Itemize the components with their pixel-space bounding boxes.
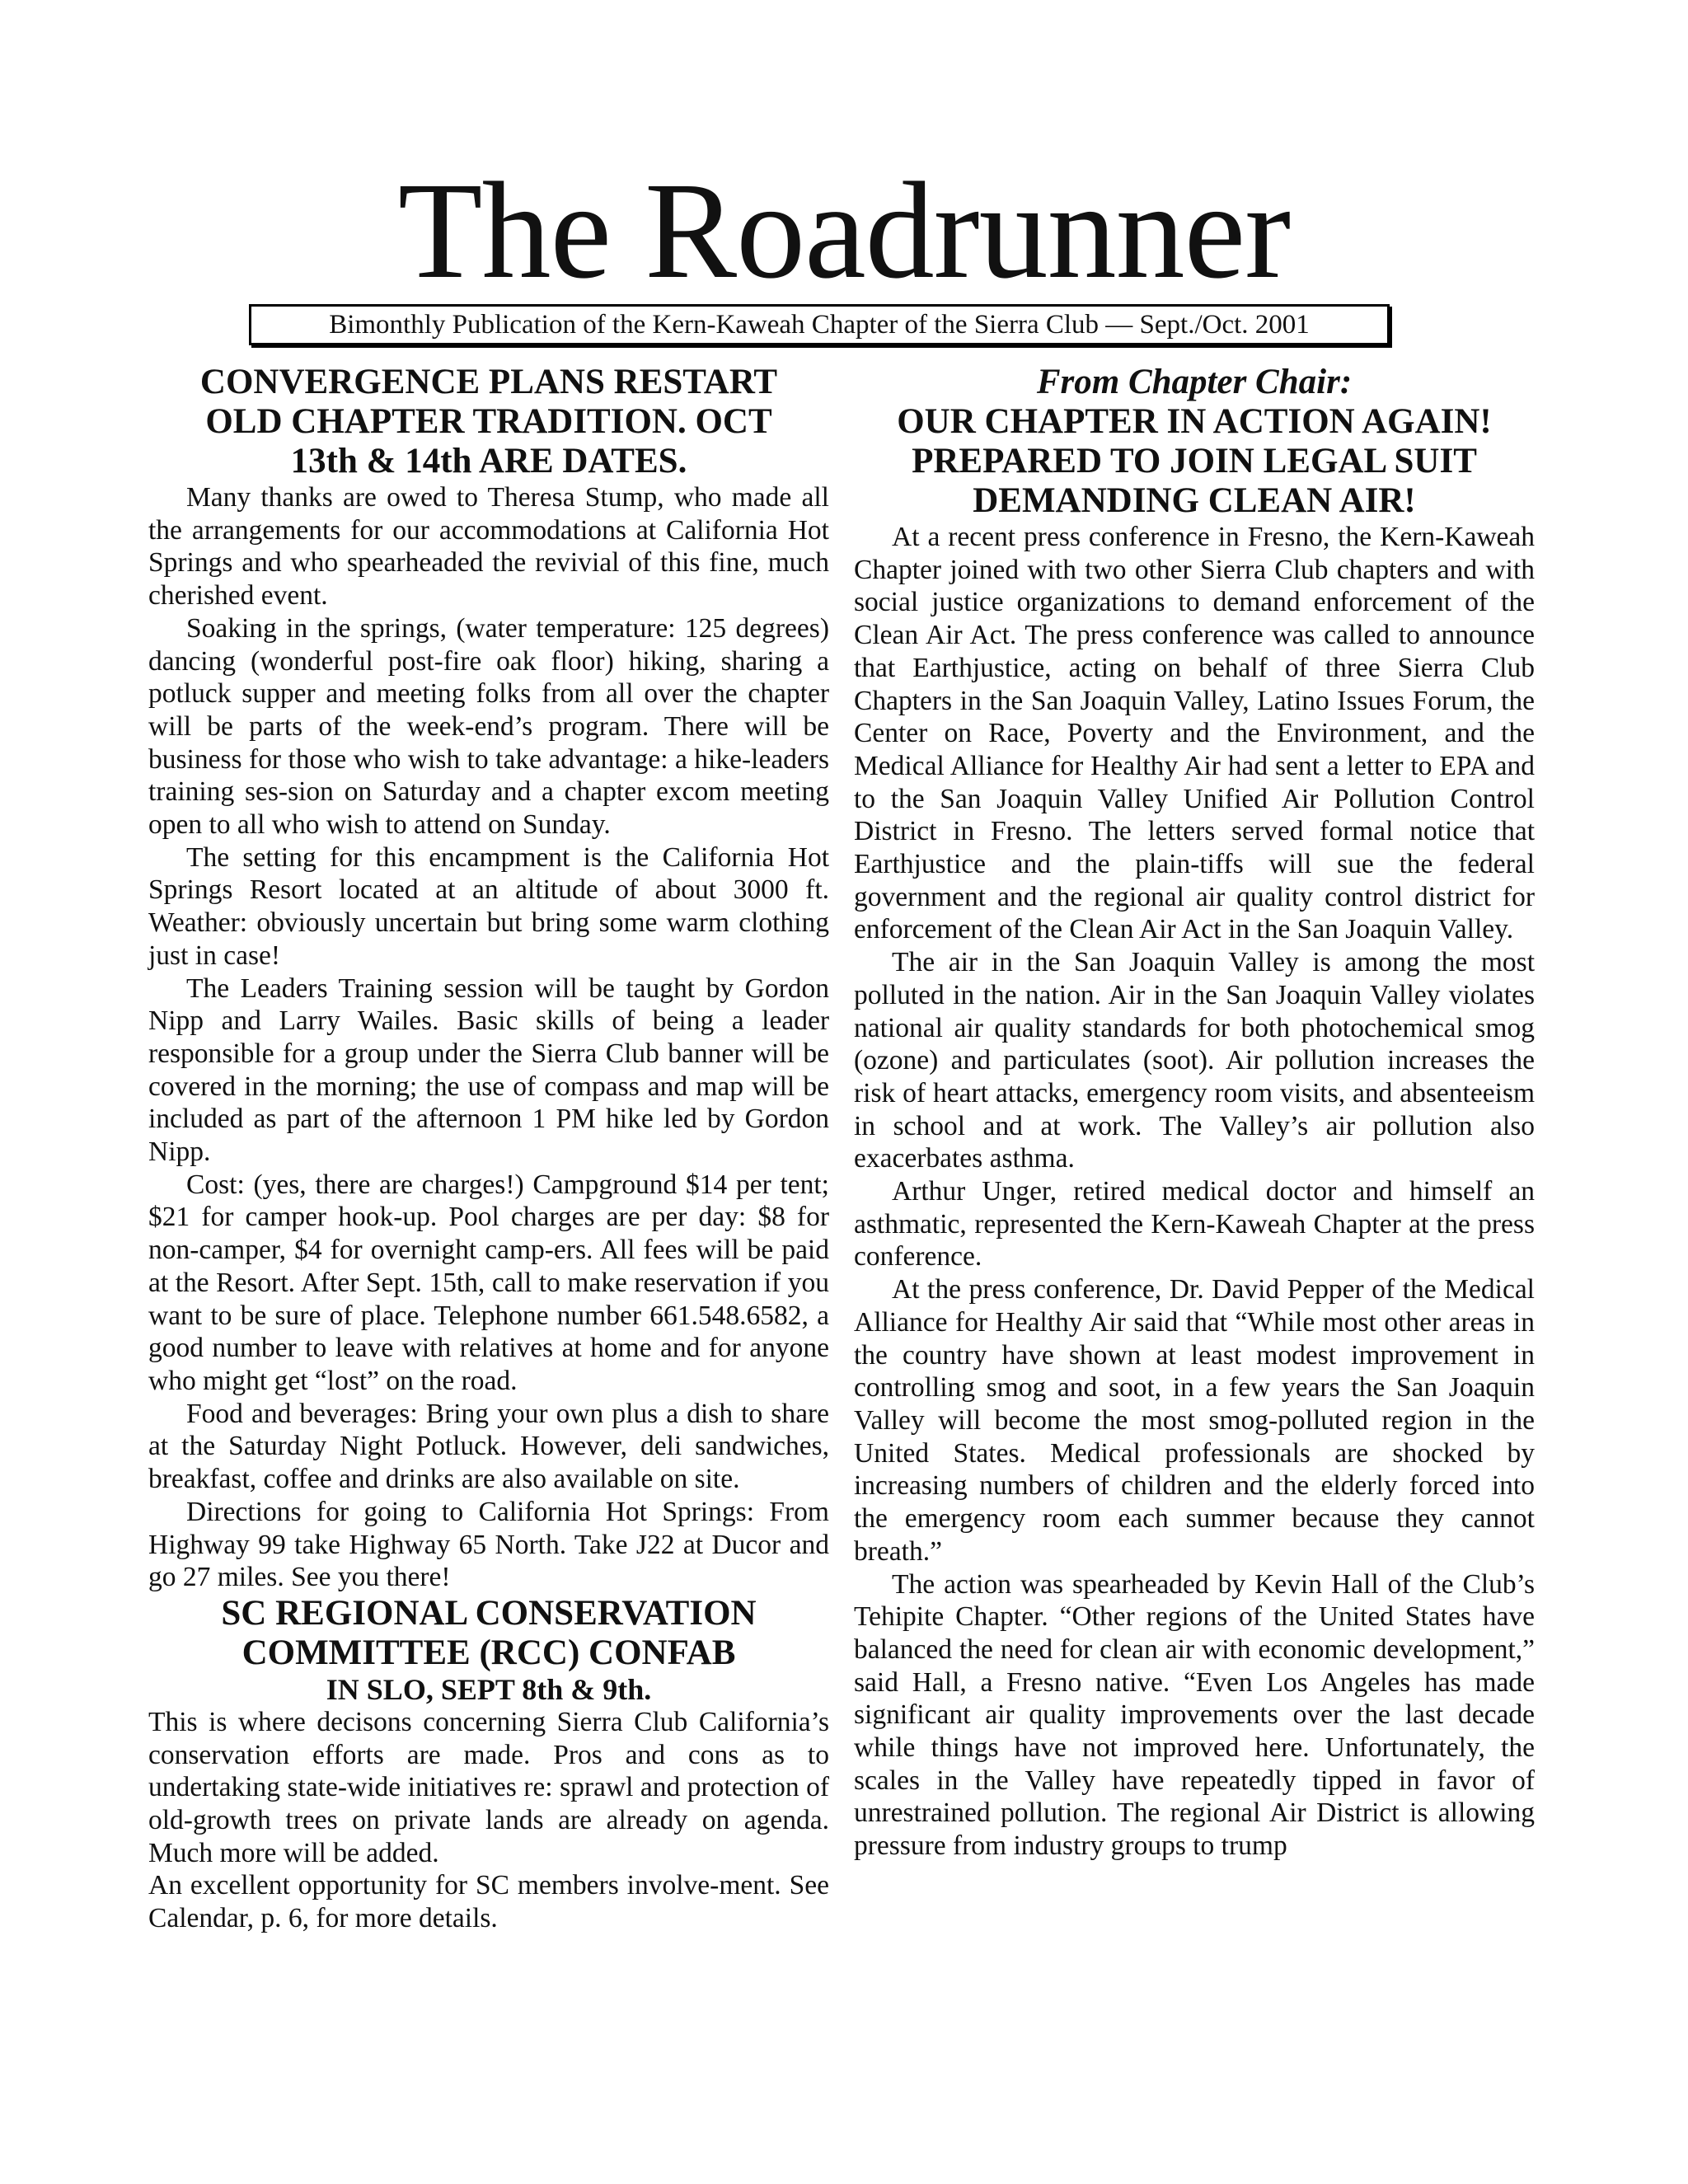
right-column: [854, 363, 1535, 1863]
left-column: [148, 363, 829, 1935]
convergence-headline-line: CONVERGENCE PLANS RESTART: [199, 363, 778, 401]
convergence-headline-line: OLD CHAPTER TRADITION. OCT: [205, 402, 772, 441]
rcc-paragraph: An excellent opportunity for SC members involve-ment. See Calendar, p. 6, for more details.: [148, 1870, 829, 1934]
convergence-paragraph: Many thanks are owed to Theresa Stump, who made all the arrangements for our accommodations at California Hot Springs and who spearheaded the revivial of this fine, much cherished event.: [148, 482, 829, 612]
rcc-paragraph: This is where decisons concerning Sierra Club California’s conservation efforts are made. Pros and cons as to undertaking state-wide initiatives re: sprawl and protection of old-growth trees on private lands are already on agenda. Much more will be added.: [148, 1706, 829, 1868]
rcc-headline-line: SC REGIONAL CONSERVATION: [221, 1593, 757, 1633]
rcc-article: [148, 1594, 829, 1935]
convergence-paragraph: Soaking in the springs, (water temperature: 125 degrees) dancing (wonderful post-fire oak floor) hiking, sharing a potluck supper and meeting folks from all over the chapter will be parts of the week-end’s program. There will be business for those who wish to take advantage: a hike-leaders training ses-sion on Saturday and a chapter excom meeting open to all who wish to attend on Sunday.: [148, 612, 829, 841]
chair-headline-line: DEMANDING CLEAN AIR!: [973, 481, 1416, 520]
chair-paragraph: At the press conference, Dr. David Pepper of the Medical Alliance for Healthy Air said that “While most other areas in the country have shown at least modest improvement in controlling smog and soot, in a few years the San Joaquin Valley will become the most smog-polluted region in the United States. Medical professionals are shocked by increasing numbers of children and the elderly forced into the emergency room each summer because they cannot breath.”: [854, 1274, 1535, 1567]
convergence-paragraph: Directions for going to California Hot Springs: From Highway 99 take Highway 65 North. Take J22 at Ducor and go 27 miles. See you there!: [148, 1496, 829, 1593]
convergence-headline-line: 13th & 14th ARE DATES.: [290, 442, 687, 480]
chair-paragraph: The action was spearheaded by Kevin Hall of the Club’s Tehipite Chapter. “Other regions of the United States have balanced the need for clean air with economic development,” said Hall, a Fresno native. “Even Los Angeles has made significant air quality improvements over the last decade while things have not improved here. Unfortunately, the scales in the Valley have repeatedly tipped in favor of unrestrained pollution. The regional Air District is allowing pressure from industry groups to trump: [854, 1568, 1535, 1862]
convergence-paragraph: Food and beverages: Bring your own plus a dish to share at the Saturday Night Potluck. However, deli sandwiches, breakfast, coffee and drinks are also available on site.: [148, 1398, 829, 1495]
convergence-paragraph: The setting for this encampment is the California Hot Springs Resort located at an altitude of about 3000 ft. Weather: obviously uncertain but bring some warm clothing just in case!: [148, 841, 829, 971]
chair-paragraph: At a recent press conference in Fresno, the Kern-Kaweah Chapter joined with two other Sierra Club chapters and with social justice organizations to demand enforcement of the Clean Air Act. The press conference was called to announce that Earthjustice, acting on behalf of three Sierra Club Chapters in the San Joaquin Valley, Latino Issues Forum, the Center on Race, Poverty and the Environment, and the Medical Alliance for Healthy Air had sent a letter to EPA and to the San Joaquin Valley Unified Air Pollution Control District in Fresno. The letters served formal notice that Earthjustice and the plain-tiffs will sue the federal government and the regional air quality control district for enforcement of the Clean Air Act in the San Joaquin Valley.: [854, 522, 1535, 945]
chapter-chair-article: [854, 363, 1535, 1863]
convergence-paragraph: Cost: (yes, there are charges!) Campground $14 per tent; $21 for camper hook-up. Pool charges are per day: $8 for non-camper, $4 for overnight camp-ers. All fees will be paid at the Resort. After Sept. 15th, call to make reservation if you want to be sure of place. Telephone number 661.548.6582, a good number to leave with relatives at home and for anyone who might get “lost” on the road.: [148, 1169, 829, 1396]
rcc-subhead: IN SLO, SEPT 8th & 9th.: [326, 1672, 652, 1706]
chair-headline-line: PREPARED TO JOIN LEGAL SUIT: [912, 442, 1477, 480]
convergence-paragraph: The Leaders Training session will be taught by Gordon Nipp and Larry Wailes. Basic skills of being a leader responsible for a group under the Sierra Club banner will be covered in the morning; the use of compass and map will be included as part of the afternoon 1 PM hike led by Gordon Nipp.: [148, 972, 829, 1168]
masthead-subtitle: Bimonthly Publication of the Kern-Kaweah Chapter of the Sierra Club — Sept./Oct. 2001: [249, 304, 1390, 345]
convergence-article: [148, 363, 829, 1594]
chair-paragraph: Arthur Unger, retired medical doctor and himself an asthmatic, represented the Kern-Kaweah Chapter at the press conference.: [854, 1176, 1535, 1272]
rcc-headline-line: COMMITTEE (RCC) CONFAB: [241, 1633, 736, 1672]
masthead-title: The Roadrunner: [397, 154, 1291, 307]
chair-headline-line: OUR CHAPTER IN ACTION AGAIN!: [897, 402, 1492, 441]
chair-paragraph: The air in the San Joaquin Valley is among the most polluted in the nation. Air in the San Joaquin Valley violates national air quality standards for both photochemical smog (ozone) and particulates (soot). Air pollution increases the risk of heart attacks, emergency room visits, and absenteeism in school and at work. The Valley’s air pollution also exacerbates asthma.: [854, 947, 1535, 1174]
chapter-chair-kicker: From Chapter Chair:: [1036, 363, 1353, 401]
